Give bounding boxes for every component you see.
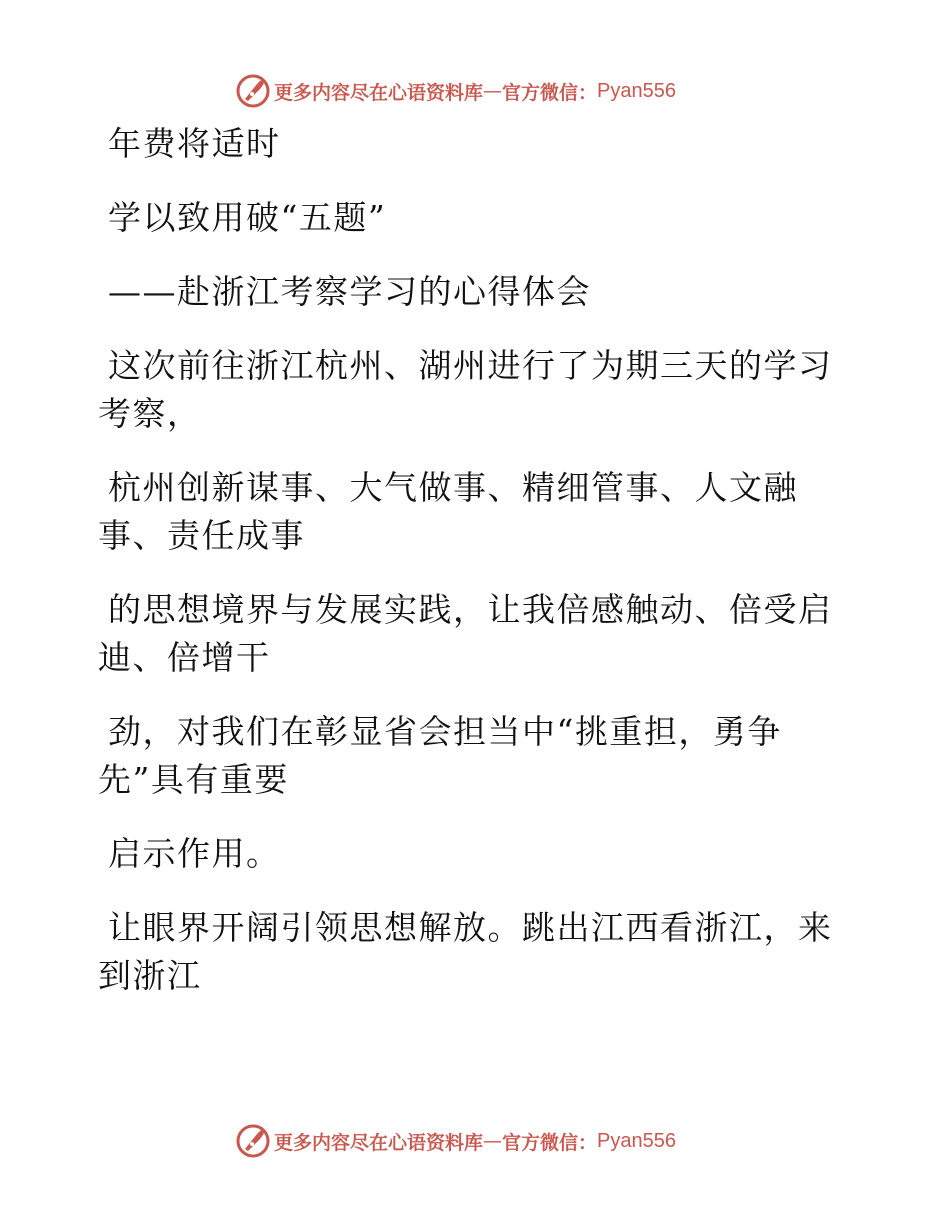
paragraph: 劲，对我们在彰显省会担当中“挑重担，勇争先”具有重要 <box>98 712 782 799</box>
watermark-wechat-id: Pyan556 <box>597 1129 676 1152</box>
footer-watermark <box>236 1121 756 1161</box>
watermark-wechat-label: 官方微信： <box>502 1131 598 1154</box>
pen-nib-logo-icon <box>236 1124 270 1158</box>
watermark-main-text: 更多内容尽在心语资料库 <box>274 1131 484 1154</box>
paragraph: 的思想境界与发展实践，让我倍感触动、倍受启迪、倍增干 <box>98 590 833 677</box>
paragraph: 学以致用破“五题” <box>108 198 387 237</box>
watermark-separator: — <box>483 80 503 102</box>
watermark-wechat-id: Pyan556 <box>597 79 676 102</box>
paragraph: 让眼界开阔引领思想解放。跳出江西看浙江，来到浙江 <box>98 908 833 995</box>
header-watermark <box>236 71 756 111</box>
paragraph: ——赴浙江考察学习的心得体会 <box>108 272 591 311</box>
watermark-separator: — <box>483 1130 503 1152</box>
paragraph: 启示作用。 <box>108 834 281 873</box>
paragraph: 杭州创新谋事、大气做事、精细管事、人文融事、责任成事 <box>98 468 798 555</box>
paragraph: 年费将适时 <box>108 124 281 163</box>
pen-nib-logo-icon <box>236 74 270 108</box>
watermark-wechat-label: 官方微信： <box>502 81 598 104</box>
watermark-main-text: 更多内容尽在心语资料库 <box>274 81 484 104</box>
paragraph: 这次前往浙江杭州、湖州进行了为期三天的学习考察， <box>98 346 833 433</box>
document-body <box>98 120 838 1026</box>
